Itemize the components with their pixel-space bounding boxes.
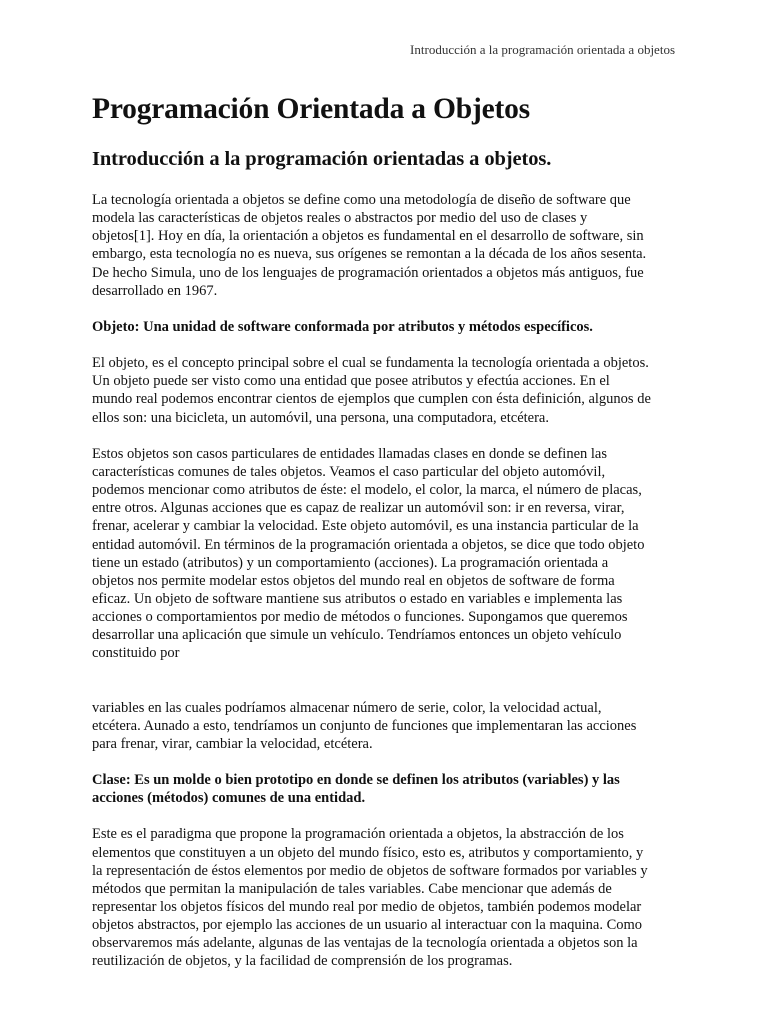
paragraph-objeto: El objeto, es el concepto principal sobre el cual se fundamenta la tecnología orientada a objetos. Un objeto puede ser visto como una entidad que posee atributos y efectúa acciones. En el mundo real podemos encontrar cientos de ejemplos que cumplen con ésta definición, algunos de ellos son: una bicicleta, un automóvil, una persona, una computadora, etcétera. (92, 355, 651, 426)
document-title: Programación Orientada a Objetos (92, 93, 530, 125)
paragraph-clases: Estos objetos son casos particulares de entidades llamadas clases en donde se definen las características comunes de tales objetos. Veamos el caso particular del objeto automóvil, podemos mencionar como atributos de éste: el modelo, el color, la marca, el número de placas, entre otros. Algunas acciones que es capaz de realizar un automóvil son: ir en reversa, virar, frenar, acelerar y cambiar la velocidad. Este objeto automóvil, es una instancia particular de la entidad automóvil. En términos de la programación orientada a objetos, se dice que todo objeto tiene un estado (atributos) y un comportamiento (acciones). La programación orientada a objetos nos permite modelar estos objetos del mundo real en objetos de software de forma eficaz. Un objeto de software mantiene sus atributos o estado en variables e implementa las acciones o comportamientos por medio de métodos o funciones. Supongamos que queremos desarrollar una aplicación que simule un vehículo. Tendríamos entonces un objeto vehículo constituido por (92, 445, 645, 662)
paragraph-paradigma: Este es el paradigma que propone la programación orientada a objetos, la abstracción de los elementos que constituyen a un objeto del mundo físico, esto es, atributos y comportamiento, y la representación de éstos elementos por medio de objetos de software formados por variables y métodos que permitan la manipulación de tales variables. Cabe mencionar que además de representar los objetos físicos del mundo real por medio de objetos, también podemos modelar objetos abstractos, por ejemplo las acciones de un usuario al interactuar con la maquina. Como observaremos más adelante, algunas de las ventajas de la tecnología orientada a objetos son la reutilización de objetos, y la facilidad de comprensión de los programas. (92, 826, 648, 970)
section-heading: Introducción a la programación orientadas a objetos. (92, 148, 552, 170)
running-header: Introducción a la programación orientada a objetos (410, 42, 675, 57)
definition-clase: Clase: Es un molde o bien prototipo en donde se definen los atributos (variables) y las acciones (métodos) comunes de una entidad. (92, 772, 620, 807)
document-body (92, 88, 652, 989)
definition-objeto: Objeto: Una unidad de software conformada por atributos y métodos específicos. (92, 318, 593, 335)
paragraph-variables: variables en las cuales podríamos almacenar número de serie, color, la velocidad actual, etcétera. Aunado a esto, tendríamos un conjunto de funciones que implementaran las acciones para frenar, virar, cambiar la velocidad, etcétera. (92, 699, 637, 752)
paragraph-intro: La tecnología orientada a objetos se define como una metodología de diseño de software que modela las características de objetos reales o abstractos por medio del uso de clases y objetos[1]. Hoy en día, la orientación a objetos es fundamental en el desarrollo de software, sin embargo, esta tecnología no es nueva, sus orígenes se remontan a la década de los años sesenta. De hecho Simula, uno de los lenguajes de programación orientados a objetos más antiguos, fue desarrollado en 1967. (92, 192, 647, 299)
